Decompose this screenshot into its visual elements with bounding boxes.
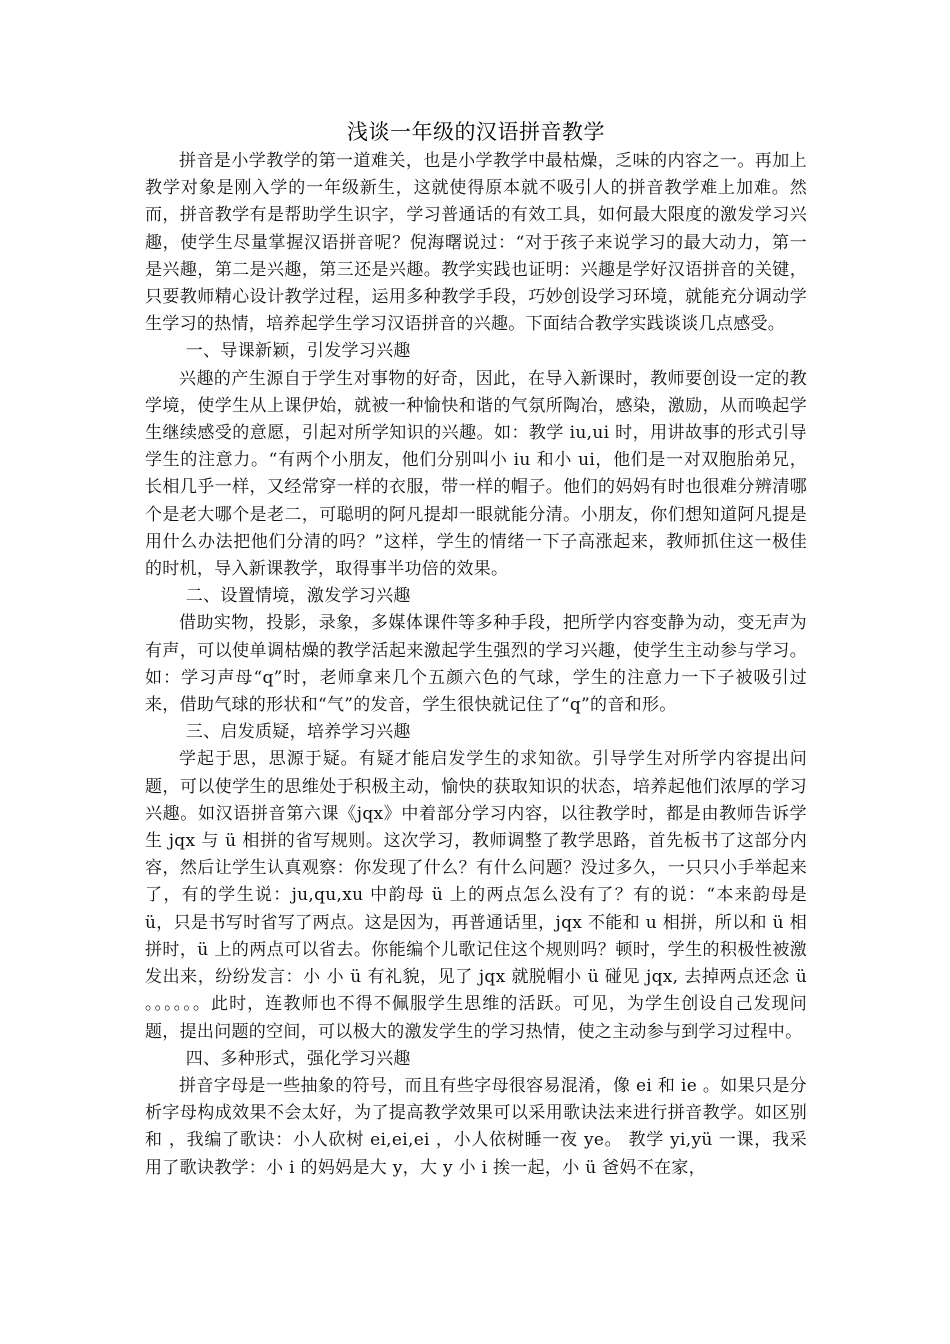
section-heading-2: 二、设置情境，激发学习兴趣	[185, 586, 411, 607]
section-heading-3: 三、启发质疑，培养学习兴趣	[185, 722, 411, 743]
section-1-paragraph: 兴趣的产生源自于学生对事物的好奇，因此，在导入新课时，教师要创设一定的教学境，使学生从上课伊始，就被一种愉快和谐的气氛所陶冶，感染，激励，从而唤起学生继续感受的意愿，引起对所学知识的兴趣。如：教学 iu,ui 时，用讲故事的形式引导学生的注意力。“有两个小朋友，他们分别叫小 iu 和小 ui，他们是一对双胞胎弟兄，长相几乎一样，又经常穿一样的衣服，带一样的帽子。他们的妈妈有时也很难分辨清哪个是老大哪个是老二，可聪明的阿凡提却一眼就能分清。小朋友，你们想知道阿凡提是用什么办法把他们分清的吗？”这样，学生的情绪一下子高涨起来，教师抓住这一极佳的时机，导入新课教学，取得事半功倍的效果。	[145, 368, 807, 580]
section-4-paragraph: 拼音字母是一些抽象的符号，而且有些字母很容易混淆，像 ei 和 ie 。如果只是分析字母构成效果不会太好，为了提高教学效果可以采用歌诀法来进行拼音教学。如区别 和 ，我编了歌诀：小人砍树 ei,ei,ei ，小人依树睡一夜 ye。 教学 yi,yü 一课，我采用了歌诀教学：小 i 的妈妈是大 y，大 y 小 i 挨一起，小 ü 爸妈不在家，	[145, 1075, 807, 1178]
section-heading-4: 四、多种形式，强化学习兴趣	[185, 1048, 411, 1069]
document-body	[145, 116, 807, 1182]
intro-paragraph: 拼音是小学教学的第一道难关，也是小学教学中最枯燥，乏味的内容之一。再加上教学对象是刚入学的一年级新生，这就使得原本就不吸引人的拼音教学难上加难。然而，拼音教学有是帮助学生识字，学习普通话的有效工具，如何最大限度的激发学习兴趣，使学生尽量掌握汉语拼音呢？倪海曙说过：“对于孩子来说学习的最大动力，第一是兴趣，第二是兴趣，第三还是兴趣。教学实践也证明：兴趣是学好汉语拼音的关键，只要教师精心设计教学过程，运用多种教学手段，巧妙创设学习环境，就能充分调动学生学习的热情，培养起学生学习汉语拼音的兴趣。下面结合教学实践谈谈几点感受。	[145, 151, 807, 335]
section-heading-1: 一、导课新颖，引发学习兴趣	[185, 341, 411, 362]
section-2-paragraph: 借助实物，投影，录象，多媒体课件等多种手段，把所学内容变静为动，变无声为有声，可以使单调枯燥的教学活起来激起学生强烈的学习兴趣，使学生主动参与学习。如：学习声母“q”时，老师拿来几个五颜六色的气球，学生的注意力一下子被吸引过来，借助气球的形状和“气”的发音，学生很快就记住了“q”的音和形。	[145, 613, 807, 716]
document-title: 浅谈一年级的汉语拼音教学	[347, 120, 605, 144]
section-3-paragraph: 学起于思，思源于疑。有疑才能启发学生的求知欲。引导学生对所学内容提出问题，可以使学生的思维处于积极主动，愉快的获取知识的状态，培养起他们浓厚的学习兴趣。如汉语拼音第六课《jqx》中着部分学习内容，以往教学时，都是由教师告诉学生 jqx 与 ü 相拼的省写规则。这次学习，教师调整了教学思路，首先板书了这部分内容，然后让学生认真观察：你发现了什么？有什么问题？没过多久，一只只小手举起来了，有的学生说：ju,qu,xu 中韵母 ü 上的两点怎么没有了？有的说：“本来韵母是 ü，只是书写时省写了两点。这是因为，再普通话里，jqx 不能和 u 相拼，所以和 ü 相拼时，ü 上的两点可以省去。你能编个儿歌记住这个规则吗？顿时，学生的积极性被激发出来，纷纷发言：小 小 ü 有礼貌，见了 jqx 就脱帽小 ü 碰见 jqx, 去掉两点还念 ü 。。。。。。此时，连教师也不得不佩服学生思维的活跃。可见，为学生创设自己发现问题，提出问题的空间，可以极大的激发学生的学习热情，使之主动参与到学习过程中。	[145, 749, 807, 1042]
